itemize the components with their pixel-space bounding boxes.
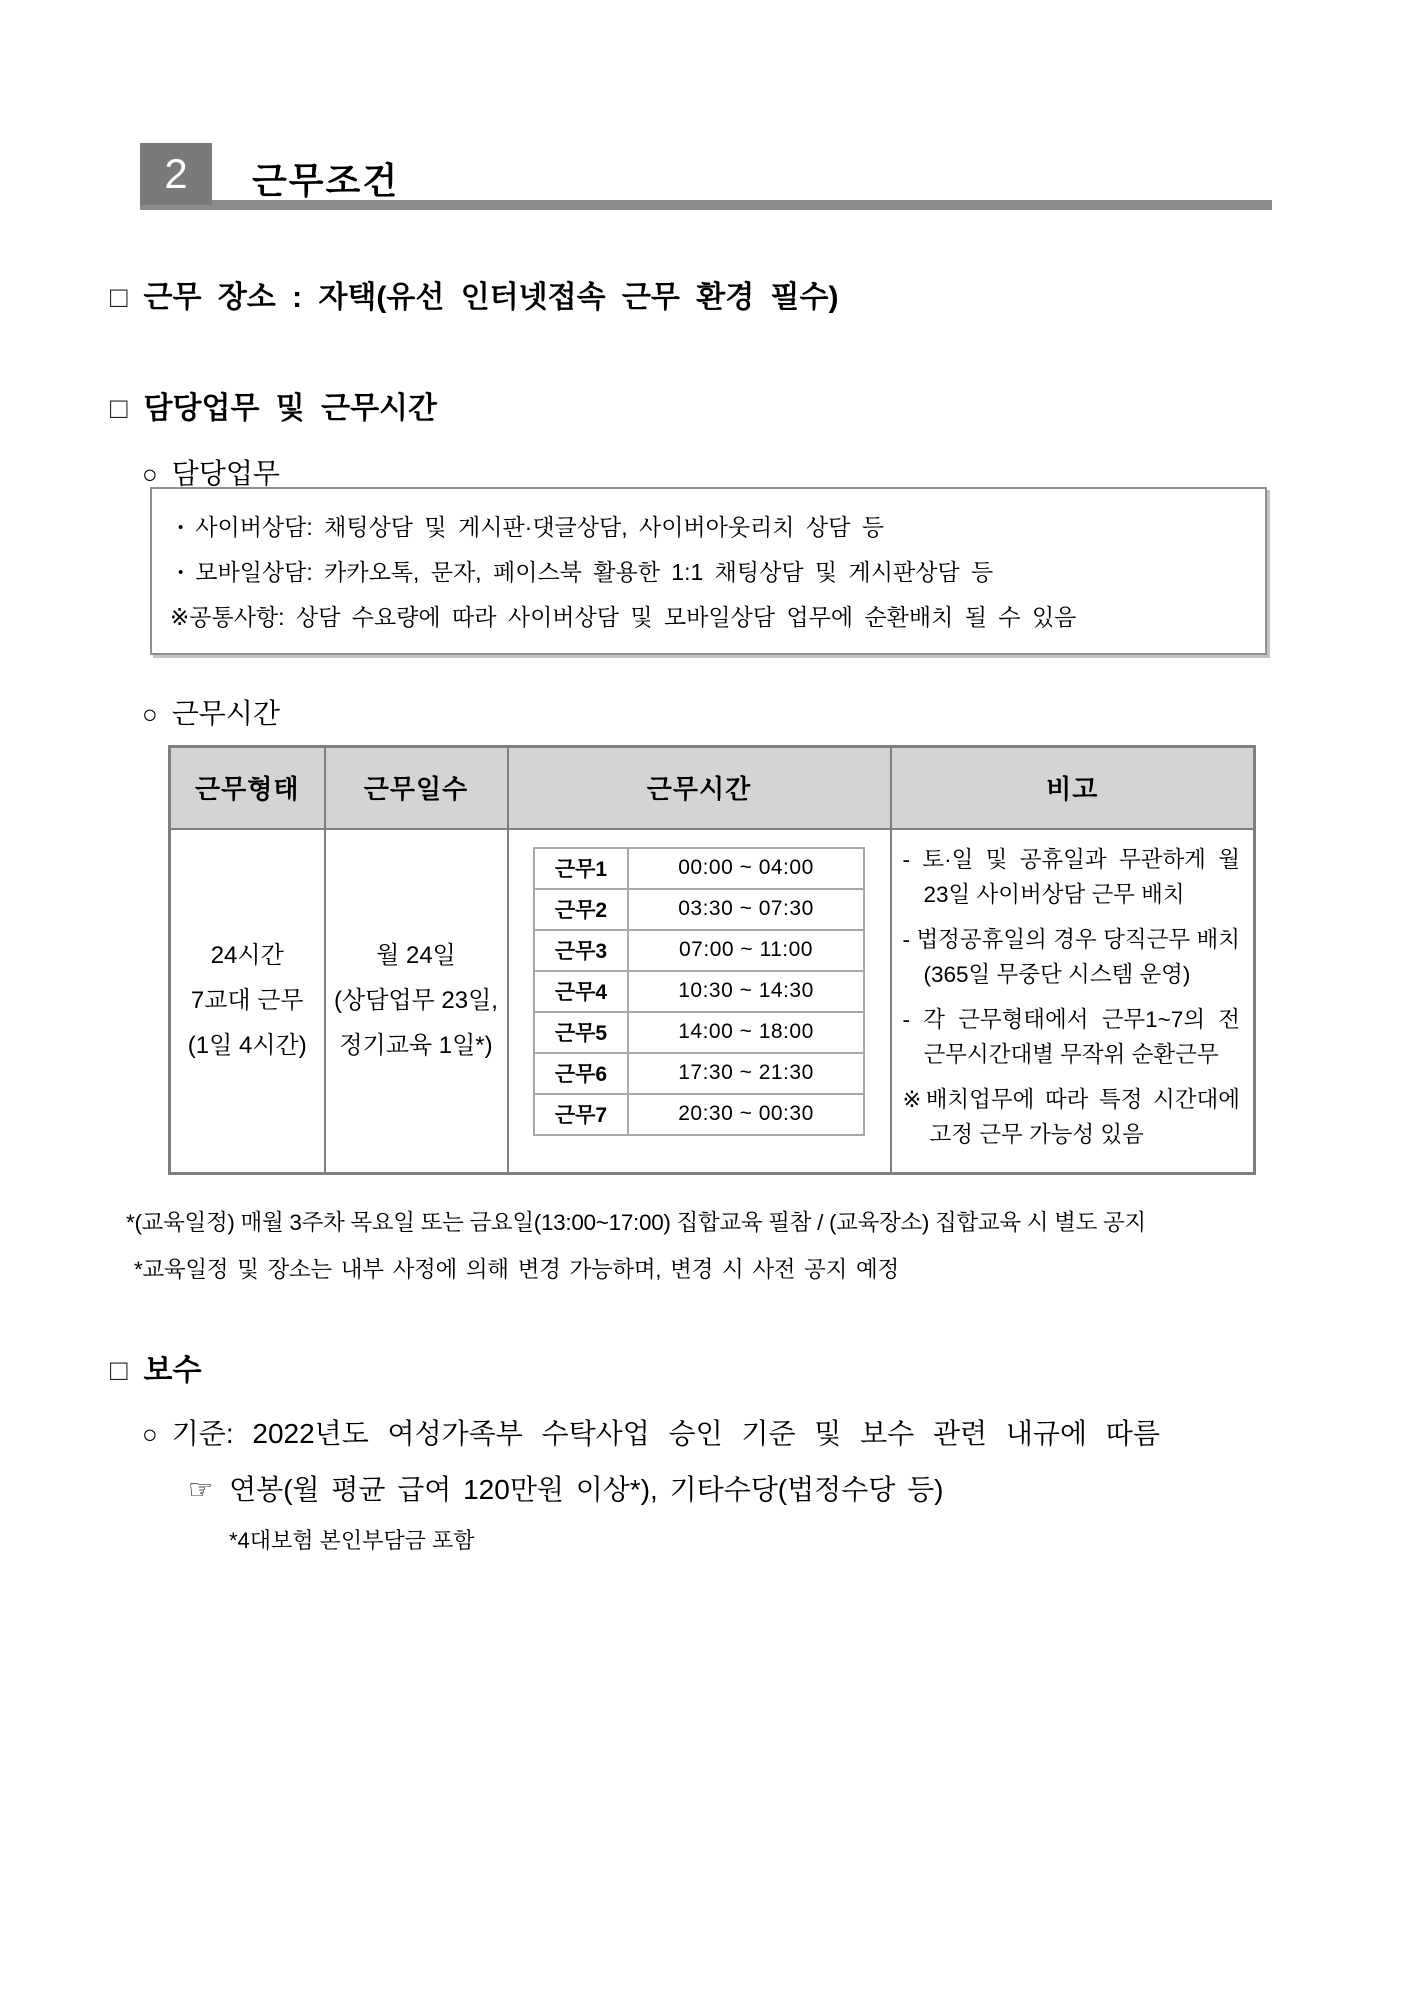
section-title: 근무조건	[252, 160, 400, 201]
dash-bullet: -	[902, 926, 910, 952]
table-header-row	[170, 747, 1255, 829]
shift-time: 03:30 ~ 07:30	[628, 889, 864, 930]
shift-time: 14:00 ~ 18:00	[628, 1012, 864, 1053]
task-common-note-text: 공통사항: 상담 수요량에 따라 사이버상담 및 모바일상담 업무에 순환배치 될 수 있음	[189, 604, 1077, 630]
heading-work-location-text: 근무 장소 : 자택(유선 인터넷접속 근무 환경 필수)	[143, 281, 839, 314]
remark-text: 토·일 및 공휴일과 무관하게 월 23일 사이버상담 근무 배치	[922, 846, 1240, 908]
subheading-tasks-text: 담당업무	[171, 458, 280, 489]
table-body-row	[170, 829, 1255, 1174]
column-header-work-days: 근무일수	[325, 747, 508, 829]
shift-name: 근무5	[534, 1012, 628, 1053]
heading-pay	[110, 1345, 202, 1389]
cell-shift-schedule	[508, 829, 891, 1174]
dash-bullet: -	[902, 1006, 910, 1032]
subheading-hours	[142, 692, 280, 732]
heading-work-location	[110, 272, 838, 316]
remark-text: 법정공휴일의 경우 당직근무 배치 (365일 무중단 시스템 운영)	[916, 926, 1240, 988]
remark-text: 각 근무형태에서 근무1~7의 전 근무시간대별 무작위 순환근무	[923, 1006, 1240, 1068]
shift-time: 07:00 ~ 11:00	[628, 930, 864, 971]
task-item	[170, 505, 1245, 550]
pay-detail-line	[188, 1468, 943, 1508]
shift-name: 근무2	[534, 889, 628, 930]
shift-name: 근무4	[534, 971, 628, 1012]
work-days-line: 정기교육 1일*)	[339, 1032, 493, 1060]
shift-name: 근무7	[534, 1094, 628, 1135]
square-bullet-icon: □	[110, 282, 128, 314]
subheading-tasks	[142, 452, 280, 492]
square-bullet-icon: □	[110, 1355, 128, 1387]
shift-time: 17:30 ~ 21:30	[628, 1053, 864, 1094]
pay-insurance-note: *4대보험 본인부담금 포함	[229, 1528, 475, 1553]
pay-detail-text: 연봉(월 평균 급여 120만원 이상*), 기타수당(법정수당 등)	[229, 1474, 944, 1505]
shift-row	[534, 889, 864, 930]
work-type-line: 24시간	[210, 942, 284, 970]
subheading-hours-text: 근무시간	[171, 698, 280, 729]
footnote-education-change: *교육일정 및 장소는 내부 사정에 의해 변경 가능하며, 변경 시 사전 공지 예정	[134, 1257, 899, 1282]
remark-item	[903, 1002, 1241, 1073]
work-type-line: (1일 4시간)	[187, 1032, 307, 1060]
reference-mark-icon: ※	[170, 604, 190, 630]
shift-row	[534, 971, 864, 1012]
reference-mark-icon: ※	[902, 1086, 926, 1112]
remark-special-item	[903, 1082, 1241, 1153]
section-number-badge: 2	[140, 143, 212, 205]
shift-row	[534, 930, 864, 971]
task-item-text: 모바일상담: 카카오톡, 문자, 페이스북 활용한 1:1 채팅상담 및 게시판상담 등	[195, 559, 994, 585]
shift-row	[534, 1094, 864, 1135]
remark-item	[903, 842, 1241, 913]
remark-text: 배치업무에 따라 특정 시간대에 고정 근무 가능성 있음	[925, 1086, 1240, 1148]
column-header-remarks: 비고	[891, 747, 1255, 829]
dot-bullet-icon: •	[178, 564, 184, 581]
work-days-line: 월 24일	[376, 942, 456, 970]
shift-name: 근무3	[534, 930, 628, 971]
shift-time: 00:00 ~ 04:00	[628, 848, 864, 889]
circle-bullet-icon: ○	[142, 699, 158, 729]
work-hours-table	[168, 745, 1256, 1175]
shift-time: 10:30 ~ 14:30	[628, 971, 864, 1012]
work-type-line: 7교대 근무	[190, 987, 304, 1015]
work-days-line: (상담업무 23일,	[334, 987, 498, 1015]
column-header-work-time: 근무시간	[508, 747, 891, 829]
heading-duties-hours	[110, 383, 437, 427]
cell-remarks	[891, 829, 1255, 1174]
heading-duties-hours-text: 담당업무 및 근무시간	[143, 392, 438, 425]
column-header-work-type: 근무형태	[170, 747, 325, 829]
shift-name: 근무6	[534, 1053, 628, 1094]
task-item-text: 사이버상담: 채팅상담 및 게시판·댓글상담, 사이버아웃리치 상담 등	[195, 514, 884, 540]
cell-work-days	[325, 829, 508, 1174]
shift-row	[534, 848, 864, 889]
circle-bullet-icon: ○	[142, 459, 158, 489]
footnote-education-schedule: *(교육일정) 매월 3주차 목요일 또는 금요일(13:00~17:00) 집합교육 필참 / (교육장소) 집합교육 시 별도 공지	[126, 1210, 1146, 1235]
shift-time: 20:30 ~ 00:30	[628, 1094, 864, 1135]
shift-row	[534, 1053, 864, 1094]
square-bullet-icon: □	[110, 393, 128, 425]
task-item	[170, 550, 1245, 595]
shift-name: 근무1	[534, 848, 628, 889]
pay-standard-text: 기준: 2022년도 여성가족부 수탁사업 승인 기준 및 보수 관련 내규에 따름	[171, 1418, 1160, 1449]
tasks-box	[150, 487, 1267, 655]
dash-bullet: -	[902, 846, 910, 872]
pay-standard-line	[142, 1412, 1160, 1452]
circle-bullet-icon: ○	[142, 1419, 158, 1449]
section-header	[140, 143, 1272, 213]
cell-work-type	[170, 829, 325, 1174]
heading-pay-text: 보수	[143, 1354, 202, 1387]
pointing-hand-icon: ☞	[188, 1474, 214, 1505]
shift-row	[534, 1012, 864, 1053]
dot-bullet-icon: •	[178, 519, 184, 536]
task-common-note	[170, 595, 1245, 639]
shift-schedule-table	[533, 847, 865, 1136]
remark-item	[903, 922, 1241, 993]
